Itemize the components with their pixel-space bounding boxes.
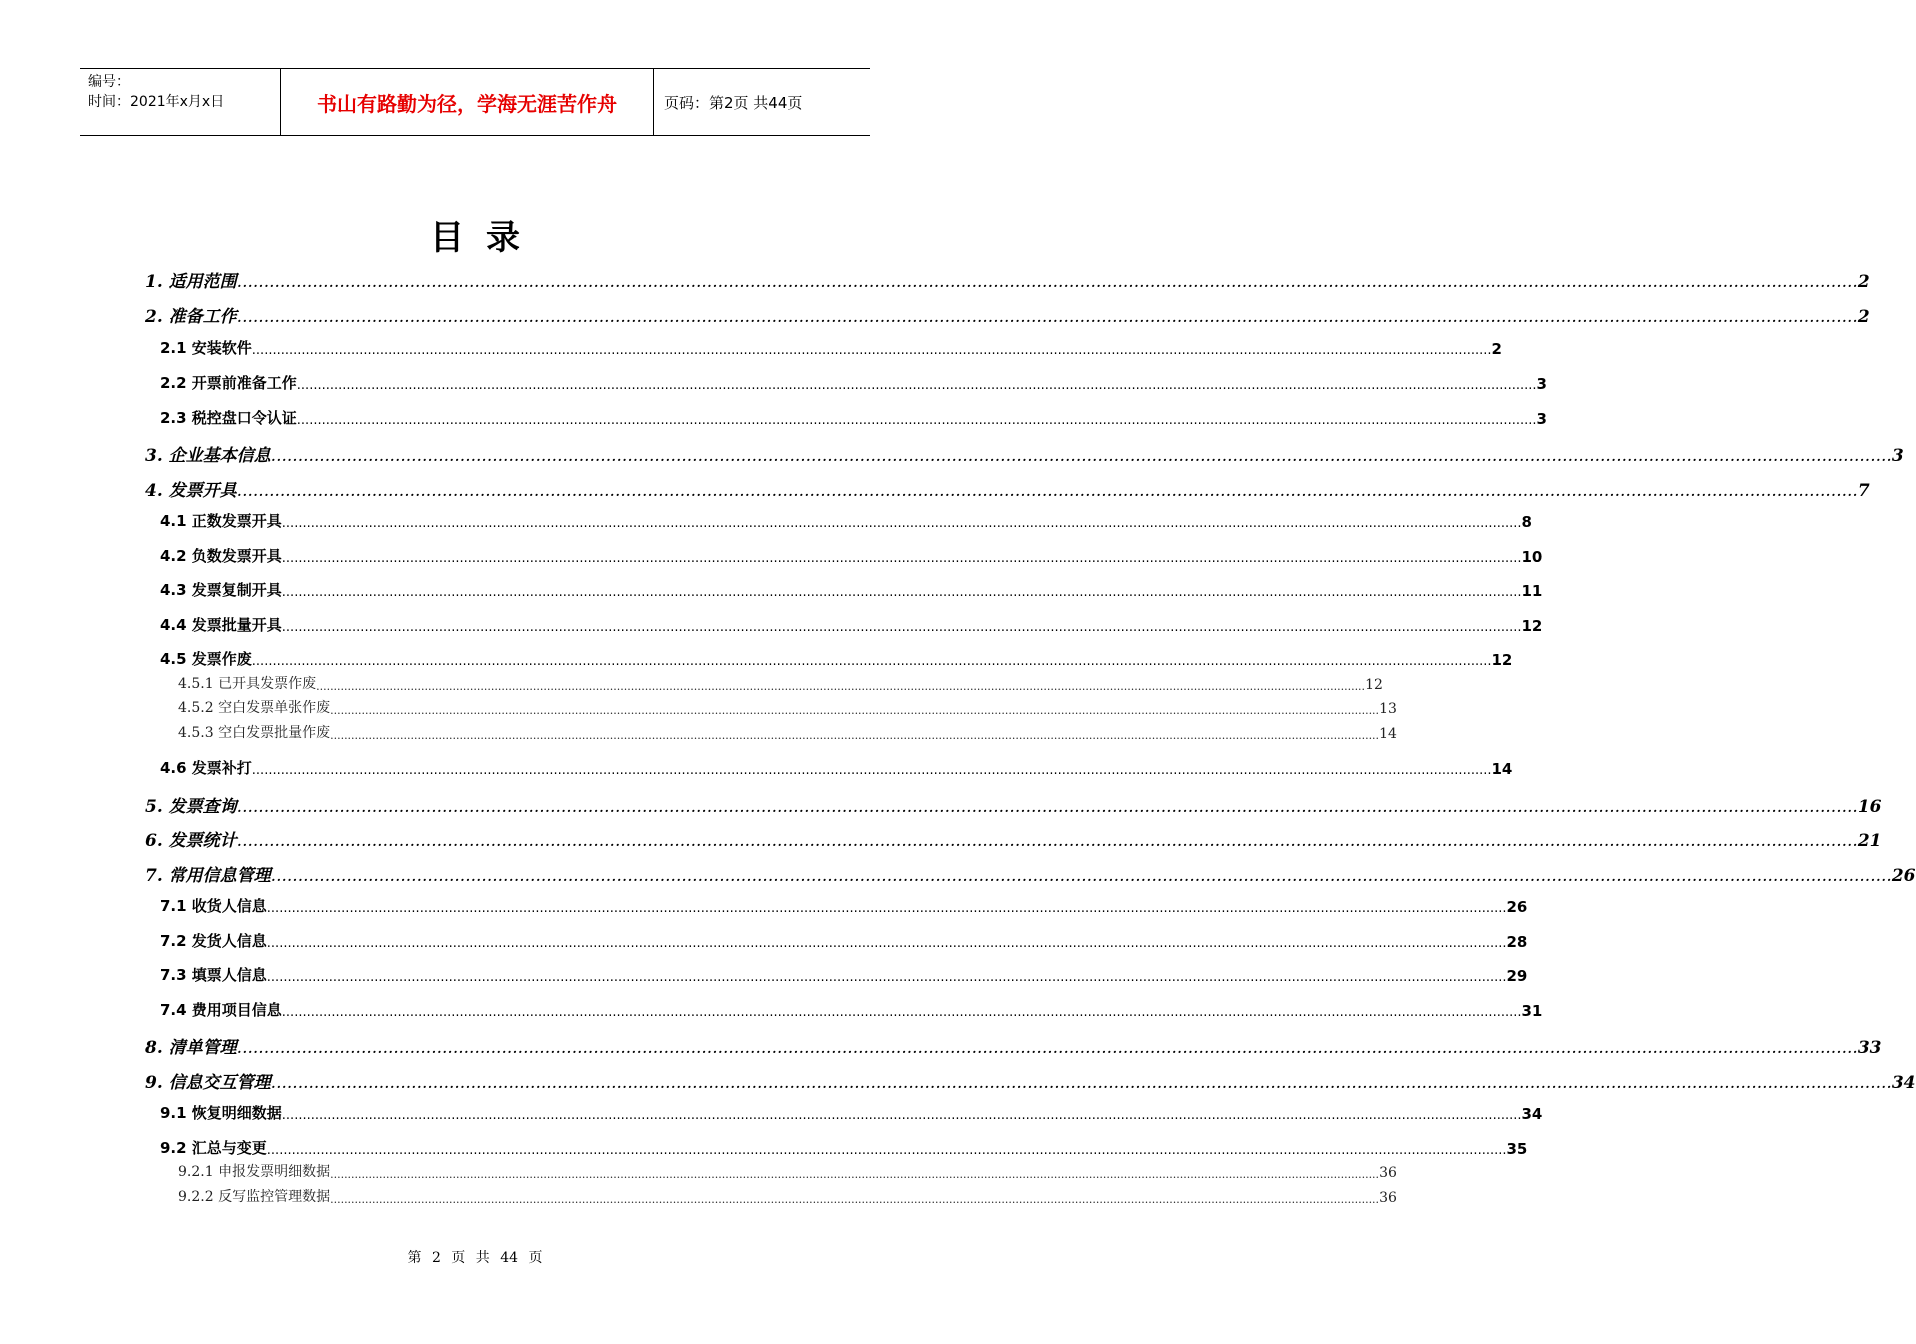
toc-entry-page: 21 — [1857, 831, 1882, 851]
toc-entry-page: 34 — [1891, 1073, 1916, 1093]
toc-entry[interactable] — [178, 673, 1383, 693]
toc-entry-page: 12 — [1521, 617, 1543, 635]
toc-entry-label: 4.3 发票复制开具 — [160, 581, 282, 599]
toc-entry-page: 36 — [1379, 1165, 1397, 1181]
toc-leader-dots: ............................................................................................................................................................................................................................................................................................................ — [281, 1005, 1522, 1020]
toc-entry-page: 31 — [1521, 1002, 1543, 1020]
toc-entry[interactable] — [160, 371, 1547, 393]
toc-leader-dots: ............................................................................................................................................................................................................................................................................................................ — [281, 516, 1522, 531]
toc-entry-label: 7.2 发货人信息 — [160, 932, 267, 950]
toc-entry[interactable] — [160, 544, 1543, 566]
toc-entry-label: 2.3 税控盘口令认证 — [160, 409, 297, 427]
toc-leader-dots: ............................................................................................................................................................................................................................................................................................................ — [296, 413, 1537, 428]
toc-entry-label: 2. 准备工作 — [145, 307, 237, 327]
toc-entry-page: 34 — [1521, 1105, 1543, 1123]
toc-leader-dots: ............................................................................................................................................................................................................................................................................................................ — [266, 1143, 1507, 1158]
toc-entry-page: 2 — [1491, 340, 1502, 358]
toc-entry-page: 14 — [1379, 726, 1397, 742]
header-number: 编号： — [88, 74, 130, 90]
toc-leader-dots: ............................................................................................................................................................................................................................................................................................................ — [316, 680, 1366, 693]
toc-entry-label: 8. 清单管理 — [145, 1038, 237, 1058]
toc-entry-label: 2.2 开票前准备工作 — [160, 374, 297, 392]
toc-entry-page: 14 — [1491, 760, 1513, 778]
toc-entry[interactable] — [160, 929, 1528, 951]
toc-entry-page: 35 — [1506, 1140, 1528, 1158]
toc-entry-label: 4.5.3 空白发票批量作废 — [178, 725, 331, 741]
toc-leader-dots: ............................................................................................................................................................................................................................................................................................................ — [251, 343, 1492, 358]
toc-entry[interactable] — [160, 894, 1528, 916]
toc-entry[interactable] — [160, 509, 1532, 531]
toc-entry-label: 9.2.2 反写监控管理数据 — [178, 1189, 331, 1205]
toc-entry[interactable] — [145, 266, 1870, 292]
toc-entry-label: 1. 适用范围 — [145, 272, 237, 292]
toc-leader-dots: ............................................................................................................................................................................................................................................................................................................ — [330, 1193, 1380, 1206]
toc-entry[interactable] — [160, 756, 1513, 778]
toc-entry-page: 29 — [1506, 967, 1528, 985]
toc-entry-label: 4.5 发票作废 — [160, 650, 252, 668]
toc-leader-dots: ............................................................................................................................................................................................................................................................................................................ — [281, 585, 1522, 600]
toc-entry-label: 2.1 安装软件 — [160, 339, 252, 357]
toc-entry-page: 2 — [1857, 307, 1870, 327]
toc-entry-label: 4.5.1 已开具发票作废 — [178, 676, 317, 692]
toc-leader-dots: ............................................................................................................................................................................................................................................................................................................ — [236, 797, 1858, 817]
toc-entry[interactable] — [178, 697, 1397, 717]
toc-entry-label: 3. 企业基本信息 — [145, 446, 271, 466]
toc-entry[interactable] — [160, 613, 1543, 635]
toc-entry-page: 3 — [1891, 446, 1904, 466]
toc-entry-label: 4. 发票开具 — [145, 481, 237, 501]
toc-entry[interactable] — [160, 336, 1502, 358]
toc-leader-dots: ............................................................................................................................................................................................................................................................................................................ — [330, 1168, 1380, 1181]
toc-entry-label: 5. 发票查询 — [145, 797, 237, 817]
toc-entry-label: 4.1 正数发票开具 — [160, 512, 282, 530]
header-date: 时间：2021年x月x日 — [88, 94, 225, 110]
toc-entry[interactable] — [145, 440, 1904, 466]
toc-leader-dots: ............................................................................................................................................................................................................................................................................................................ — [330, 704, 1380, 717]
toc-entry[interactable] — [160, 1101, 1543, 1123]
header-motto: 书山有路勤为径，学海无涯苦作舟 — [281, 69, 654, 135]
toc-entry-label: 9.2.1 申报发票明细数据 — [178, 1164, 331, 1180]
toc-entry-page: 13 — [1379, 701, 1397, 717]
page-footer: 第 2 页 共 44 页 — [407, 1250, 543, 1266]
toc-entry[interactable] — [145, 860, 1916, 886]
toc-leader-dots: ............................................................................................................................................................................................................................................................................................................ — [236, 307, 1858, 327]
toc-leader-dots: ............................................................................................................................................................................................................................................................................................................ — [281, 620, 1522, 635]
toc-leader-dots: ............................................................................................................................................................................................................................................................................................................ — [266, 901, 1507, 916]
toc-entry-page: 12 — [1491, 651, 1513, 669]
toc-entry[interactable] — [160, 1136, 1528, 1158]
toc-entry[interactable] — [178, 722, 1397, 742]
toc-leader-dots: ............................................................................................................................................................................................................................................................................................................ — [236, 831, 1858, 851]
toc-entry[interactable] — [160, 963, 1528, 985]
toc-leader-dots: ............................................................................................................................................................................................................................................................................................................ — [251, 763, 1492, 778]
toc-entry-page: 26 — [1506, 898, 1528, 916]
toc-title: 目录 — [430, 218, 542, 258]
toc-leader-dots: ............................................................................................................................................................................................................................................................................................................ — [266, 970, 1507, 985]
toc-leader-dots: ............................................................................................................................................................................................................................................................................................................ — [236, 1038, 1858, 1058]
toc-leader-dots: ............................................................................................................................................................................................................................................................................................................ — [251, 654, 1492, 669]
toc-entry-page: 3 — [1536, 375, 1547, 393]
toc-leader-dots: ............................................................................................................................................................................................................................................................................................................ — [266, 936, 1507, 951]
toc-leader-dots: ............................................................................................................................................................................................................................................................................................................ — [270, 866, 1892, 886]
toc-entry-page: 7 — [1857, 481, 1870, 501]
toc-entry-page: 11 — [1521, 582, 1543, 600]
toc-leader-dots: ............................................................................................................................................................................................................................................................................................................ — [281, 1108, 1522, 1123]
toc-entry-page: 10 — [1521, 548, 1543, 566]
toc-entry[interactable] — [145, 475, 1870, 501]
toc-entry-label: 9.1 恢复明细数据 — [160, 1104, 282, 1122]
toc-entry-label: 4.4 发票批量开具 — [160, 616, 282, 634]
toc-entry[interactable] — [160, 406, 1547, 428]
toc-entry[interactable] — [160, 578, 1543, 600]
toc-entry-label: 4.2 负数发票开具 — [160, 547, 282, 565]
toc-entry-label: 7. 常用信息管理 — [145, 866, 271, 886]
toc-entry[interactable] — [178, 1161, 1397, 1181]
toc-entry[interactable] — [145, 825, 1882, 851]
toc-entry-page: 2 — [1857, 272, 1870, 292]
toc-entry-page: 26 — [1891, 866, 1916, 886]
toc-entry-label: 7.3 填票人信息 — [160, 966, 267, 984]
toc-leader-dots: ............................................................................................................................................................................................................................................................................................................ — [236, 272, 1858, 292]
toc-entry-page: 12 — [1365, 677, 1383, 693]
toc-entry[interactable] — [145, 1067, 1916, 1093]
toc-entry-page: 33 — [1857, 1038, 1882, 1058]
toc-entry-page: 36 — [1379, 1190, 1397, 1206]
toc-entry-label: 7.4 费用项目信息 — [160, 1001, 282, 1019]
toc-leader-dots: ............................................................................................................................................................................................................................................................................................................ — [330, 729, 1380, 742]
toc-entry[interactable] — [178, 1186, 1397, 1206]
toc-entry[interactable] — [145, 791, 1882, 817]
header-page-info: 页码：第2页 共44页 — [664, 93, 803, 112]
toc-entry-label: 4.6 发票补打 — [160, 759, 252, 777]
toc-leader-dots: ............................................................................................................................................................................................................................................................................................................ — [270, 446, 1892, 466]
toc-entry-page: 28 — [1506, 933, 1528, 951]
toc-entry-label: 6. 发票统计 — [145, 831, 237, 851]
toc-leader-dots: ............................................................................................................................................................................................................................................................................................................ — [270, 1073, 1892, 1093]
toc-entry-label: 9. 信息交互管理 — [145, 1073, 271, 1093]
toc-entry[interactable] — [160, 998, 1543, 1020]
toc-entry[interactable] — [145, 1032, 1882, 1058]
toc-entry-page: 8 — [1521, 513, 1532, 531]
toc-entry-label: 7.1 收货人信息 — [160, 897, 267, 915]
toc-entry-page: 3 — [1536, 410, 1547, 428]
toc-entry-page: 16 — [1857, 797, 1882, 817]
toc-leader-dots: ............................................................................................................................................................................................................................................................................................................ — [236, 481, 1858, 501]
toc-entry-label: 4.5.2 空白发票单张作废 — [178, 700, 331, 716]
toc-leader-dots: ............................................................................................................................................................................................................................................................................................................ — [296, 378, 1537, 393]
toc-entry[interactable] — [160, 647, 1513, 669]
toc-entry[interactable] — [145, 301, 1870, 327]
toc-entry-label: 9.2 汇总与变更 — [160, 1139, 267, 1157]
toc-leader-dots: ............................................................................................................................................................................................................................................................................................................ — [281, 551, 1522, 566]
